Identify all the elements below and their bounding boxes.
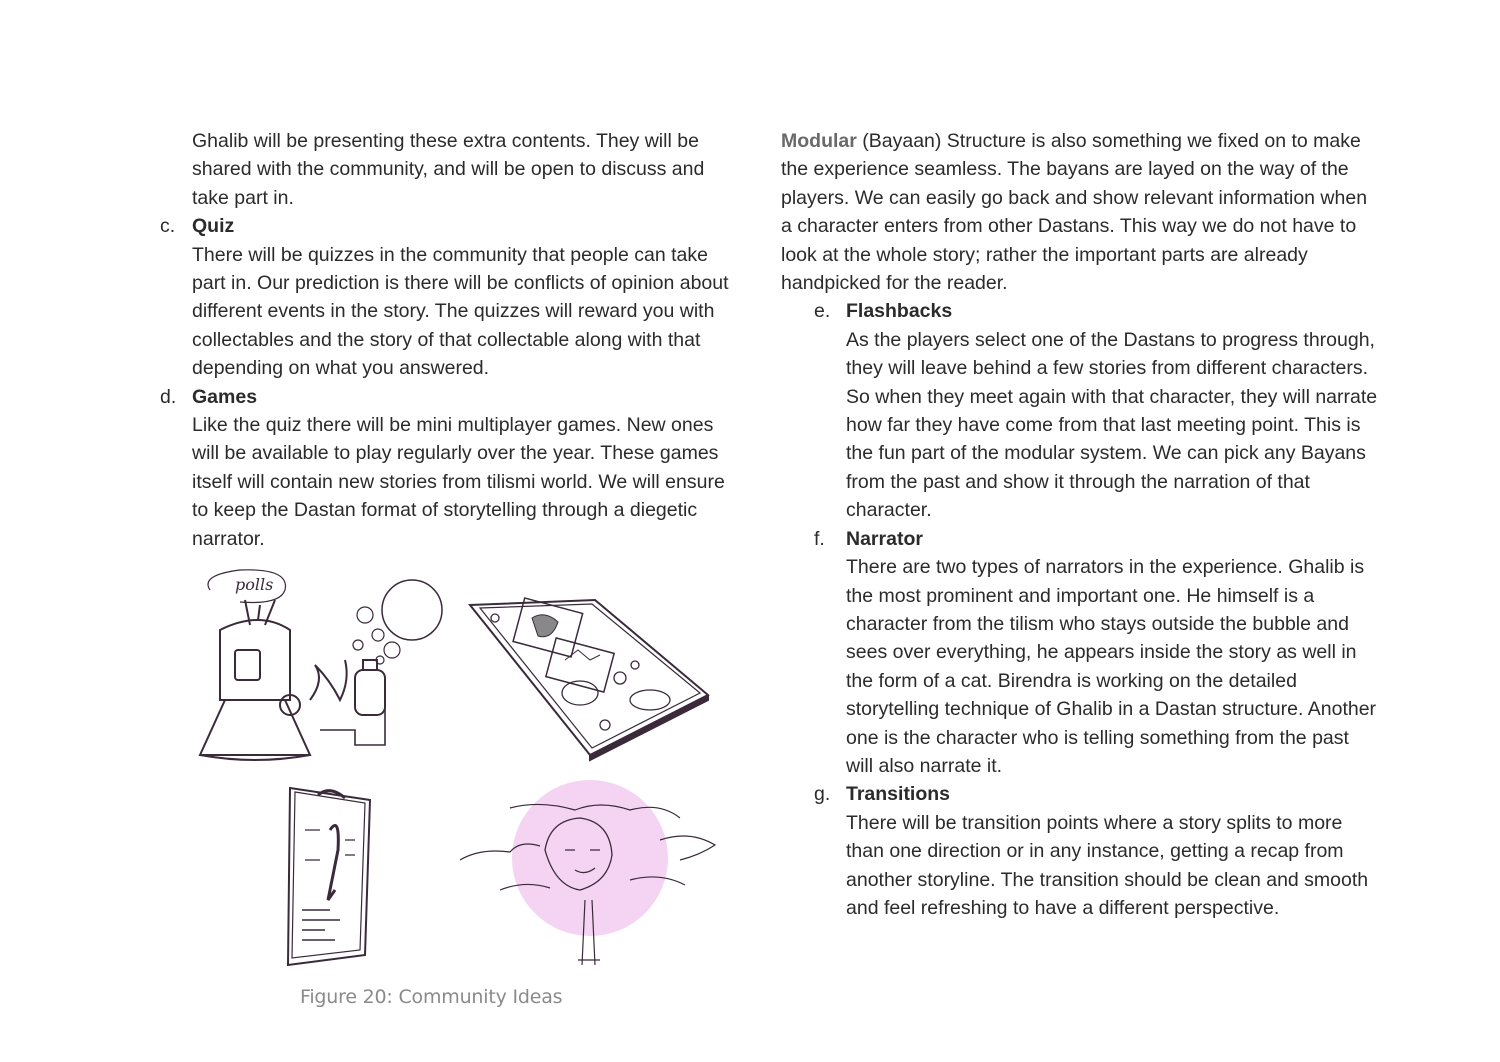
- item-body: As the players select one of the Dastans to progress through, they will leave behind a few stories from different characters. So when they meet again with that character, they will narrate how far they have come from that last meeting point. This is the fun part of the modular system. We can pick any Bayans from the past and show it through the narration of that character.: [846, 328, 1378, 522]
- list-marker: e.: [814, 300, 831, 323]
- left-intro-paragraph: Ghalib will be presenting these extra contents. They will be shared with the community, and will be open to discuss and take part in.: [192, 130, 705, 209]
- community-ideas-figure: [180, 560, 730, 980]
- left-column: [160, 127, 730, 553]
- polls-machine-sketch: [200, 570, 442, 760]
- game-board-sketch: [470, 598, 708, 760]
- clipboard-sketch: [288, 788, 370, 965]
- list-item-transitions: [781, 780, 1381, 922]
- list-marker: d.: [160, 385, 177, 408]
- polls-label: polls: [235, 575, 274, 594]
- sketch-illustrations: [180, 560, 730, 980]
- list-marker: c.: [160, 215, 176, 238]
- list-item-flashbacks: [781, 297, 1381, 524]
- right-column: [781, 127, 1381, 922]
- list-marker: f.: [814, 527, 825, 550]
- list-marker: g.: [814, 783, 831, 806]
- item-title: Narrator: [846, 527, 923, 550]
- right-intro-paragraph: [781, 127, 1381, 297]
- item-title: Quiz: [192, 215, 235, 238]
- modular-lead: Modular: [781, 130, 857, 152]
- modular-text: (Bayaan) Structure is also something we fixed on to make the experience seamless. The bayans are layed on the way of the players. We can easily go back and show relevant information when a character enters from other Dastans. This way we do not have to look at the whole story; rather the important parts are already handpicked for the reader.: [781, 130, 1368, 295]
- list-item-games: [160, 383, 730, 553]
- figure-caption: Figure 20: Community Ideas: [300, 986, 563, 1008]
- item-body: There will be transition points where a story splits to more than one direction or in any instance, getting a recap from another storyline. The transition should be clean and smooth and feel refreshing to have a different perspective.: [846, 811, 1369, 919]
- list-item-narrator: [781, 525, 1381, 781]
- item-title: Flashbacks: [846, 300, 953, 323]
- item-body: There will be quizzes in the community that people can take part in. Our prediction is there will be conflicts of opinion about different events in the story. The quizzes will reward you with collectables and the story of that collectable along with that depending on what you answered.: [192, 243, 729, 380]
- item-title: Transitions: [846, 783, 951, 806]
- item-body: There are two types of narrators in the experience. Ghalib is the most prominent and important one. He himself is a character from the tilism who stays outside the bubble and sees over everything, he appears inside the story as well in the form of a cat. Birendra is working on the detailed storytelling technique of Ghalib in a Dastan structure. Another one is the character who is telling something from the past will also narrate it.: [846, 556, 1377, 777]
- list-item-quiz: [160, 212, 730, 382]
- bubble-sketch: [460, 780, 715, 965]
- item-title: Games: [192, 385, 258, 408]
- item-body: Like the quiz there will be mini multiplayer games. New ones will be available to play regularly over the year. These games itself will contain new stories from tilismi world. We will ensure to keep the Dastan format of storytelling through a diegetic narrator.: [192, 414, 725, 550]
